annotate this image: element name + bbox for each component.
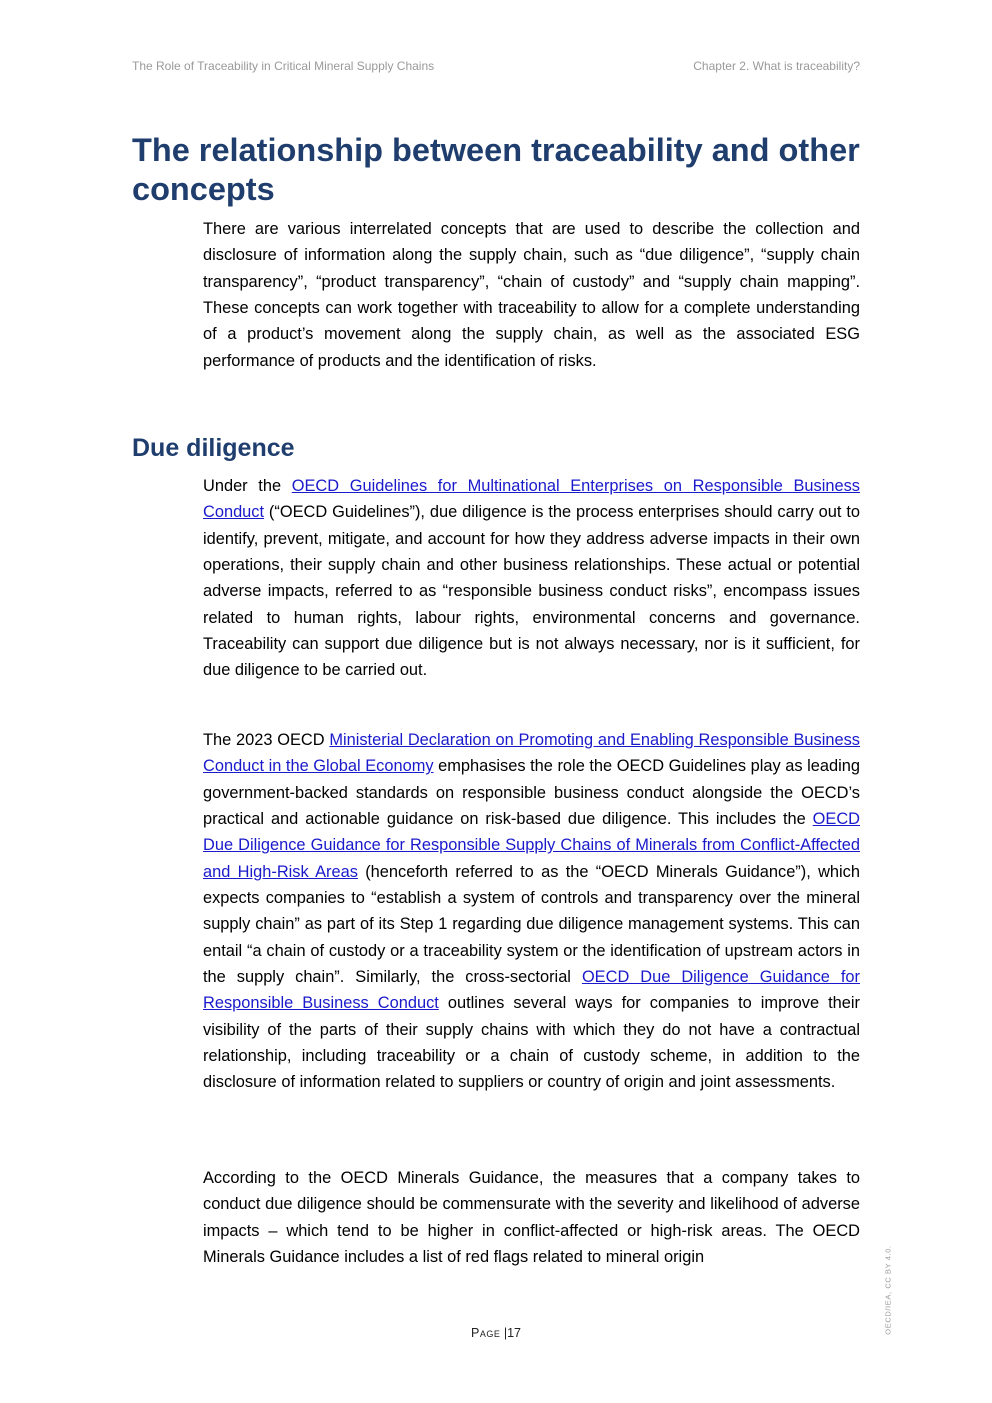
- intro-paragraph: There are various interrelated concepts that are used to describe the collection and disclosure of information along the supply chain, such as “due diligence”, “supply chain transparency”, “product transparency”, “chain of custody” and “supply chain mapping”. These concepts can work together with traceability to allow for a complete understanding of a product’s movement along the supply chain, as well as the associated ESG performance of products and the identification of risks.: [203, 220, 860, 370]
- due-diligence-paragraph-2: [203, 727, 860, 1096]
- due-diligence-paragraph-3: According to the OECD Minerals Guidance, the measures that a company takes to conduct due diligence should be commensurate with the severity and likelihood of adverse impacts – which tend to be higher in conflict-affected or high-risk areas. The OECD Minerals Guidance includes a list of red flags related to mineral origin: [203, 1169, 860, 1267]
- due-diligence-heading: Due diligence: [132, 434, 295, 462]
- section-title: The relationship between traceability and other concepts: [132, 132, 860, 207]
- license-credit: OECD/IEA, CC BY 4.0.: [883, 1245, 893, 1335]
- header-chapter-title: Chapter 2. What is traceability?: [693, 59, 860, 73]
- text-run: (henceforth referred to as the “OECD Minerals Guidance”), which expects companies to “establish a system of controls and transparency over the mineral supply chain” as part of its Step 1 regarding due diligence management systems. This can entail “a chain of custody or a traceability system or the identification of upstream actors in the supply chain”. Similarly, the cross-sectorial: [203, 862, 860, 987]
- running-header: [132, 59, 860, 73]
- due-diligence-paragraph-1: [203, 473, 860, 684]
- page-label: Page: [471, 1326, 501, 1340]
- text-run: emphasises the role the OECD Guidelines play as leading government-backed standards on responsible business conduct alongside the OECD’s practical and actionable guidance on risk-based due diligence. This includes the: [203, 757, 861, 829]
- text-run: (“OECD Guidelines”), due diligence is the process enterprises should carry out to identify, prevent, mitigate, and account for how they address adverse impacts in their own operations, their supply chain and other business relationships. These actual or potential adverse impacts, referred to as “responsible business conduct risks”, encompass issues related to human rights, labour rights, environmental concerns and governance. Traceability can support due diligence but is not always necessary, nor is it sufficient, for due diligence to be carried out.: [203, 503, 860, 680]
- oecd-guidelines-link[interactable]: OECD Guidelines for Multinational Enterprises on Responsible Business Conduct: [203, 477, 860, 522]
- page-separator: |: [503, 1326, 508, 1340]
- page-footer: [0, 1326, 992, 1340]
- text-run: Under the: [203, 477, 292, 495]
- header-document-title: The Role of Traceability in Critical Mineral Supply Chains: [132, 59, 435, 73]
- text-run: The 2023 OECD: [203, 731, 330, 749]
- ministerial-declaration-link[interactable]: Ministerial Declaration on Promoting and Enabling Responsible Business Conduct in the Global Economy: [203, 731, 861, 776]
- page-number: 17: [507, 1326, 521, 1340]
- minerals-guidance-link[interactable]: OECD Due Diligence Guidance for Responsible Supply Chains of Minerals from Conflict-Affected and High-Risk Areas: [203, 810, 860, 881]
- rbc-guidance-link[interactable]: OECD Due Diligence Guidance for Responsible Business Conduct: [203, 968, 860, 1013]
- text-run: outlines several ways for companies to improve their visibility of the parts of their supply chains with which they do not have a contractual relationship, including traceability or a chain of custody scheme, in addition to the disclosure of information related to suppliers or country of origin and joint assessments.: [203, 994, 860, 1092]
